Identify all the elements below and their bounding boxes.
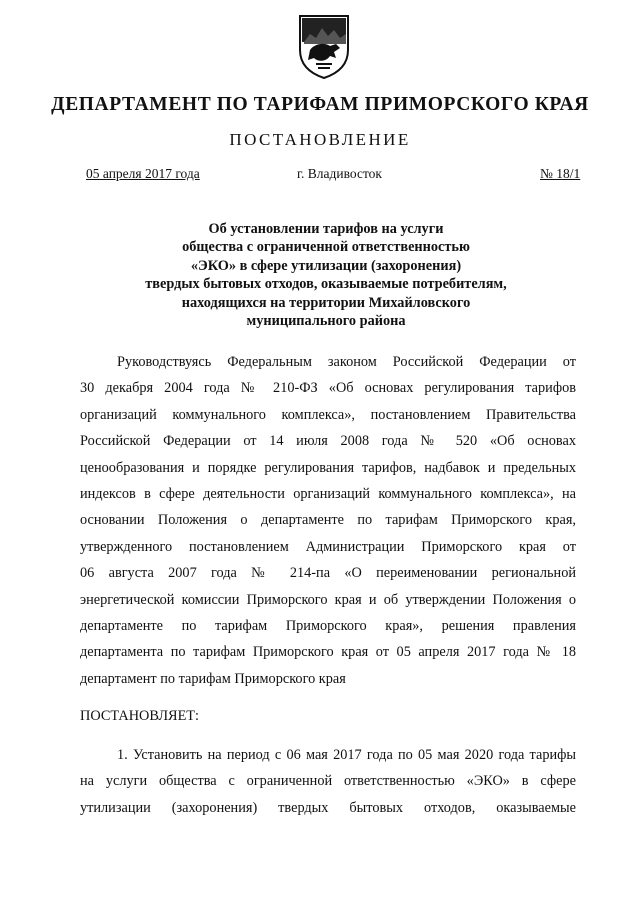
paragraph-line: 06 августа 2007 года № 214-па «О переименовании региональной [80, 565, 576, 582]
paragraph-line: департамента по тарифам Приморского края от 05 апреля 2017 года № 18 [80, 644, 576, 661]
document-title [90, 220, 562, 330]
paragraph-line: департамент по тарифам Приморского края [80, 670, 346, 687]
paragraph-line: Руководствуясь Федеральным законом Российской Федерации от [117, 354, 576, 370]
title-line: Об установлении тарифов на услуги [208, 221, 444, 237]
title-line: «ЭКО» в сфере утилизации (захоронения) [190, 257, 462, 274]
paragraph-line: ценообразования и порядке регулирования тарифов, надбавок и предельных [80, 459, 576, 476]
paragraph-line: индексов в сфере деятельности организаций коммунального комплекса», на [80, 485, 576, 502]
coat-of-arms-icon [296, 12, 352, 80]
decree-word: ПОСТАНОВЛЯЕТ: [80, 708, 200, 724]
paragraph-line: 1. Установить на период с 06 мая 2017 года по 05 мая 2020 года тарифы [117, 747, 576, 763]
paragraph-line: на услуги общества с ограниченной ответственностью «ЭКО» в сфере [80, 773, 576, 790]
paragraph-line: утилизации (захоронения) твердых бытовых отходов, оказываемые [80, 799, 576, 816]
document-city: г. Владивосток [297, 166, 382, 181]
title-line: муниципального района [246, 313, 406, 330]
paragraph-line: 30 декабря 2004 года № 210-ФЗ «Об основах регулирования тарифов [80, 380, 576, 397]
document-number: № 18/1 [540, 166, 581, 181]
document-date: 05 апреля 2017 года [86, 166, 200, 181]
title-line: общества с ограниченной ответственностью [182, 239, 470, 256]
paragraph-line: организаций коммунального комплекса», постановлением Правительства [80, 406, 576, 423]
paragraph-line: департаменте по тарифам Приморского края», решения правления [80, 617, 576, 634]
title-line: твердых бытовых отходов, оказываемые потребителям, [145, 276, 507, 293]
title-line: находящихся на территории Михайловского [181, 294, 471, 311]
clause-paragraph [80, 742, 576, 821]
paragraph-line: утвержденного постановлением Администрации Приморского края от [80, 538, 576, 555]
paragraph-line: Российской Федерации от 14 июля 2008 года № 520 «Об основах [80, 433, 576, 450]
preamble-paragraph [80, 349, 576, 692]
document-type: ПОСТАНОВЛЕНИЕ [229, 130, 411, 149]
paragraph-line: основании Положения о департаменте по тарифам Приморского края, [80, 512, 576, 529]
paragraph-line: энергетической комиссии Приморского края и об утверждении Положения о [80, 591, 576, 608]
agency-name: ДЕПАРТАМЕНТ ПО ТАРИФАМ ПРИМОРСКОГО КРАЯ [51, 94, 589, 115]
